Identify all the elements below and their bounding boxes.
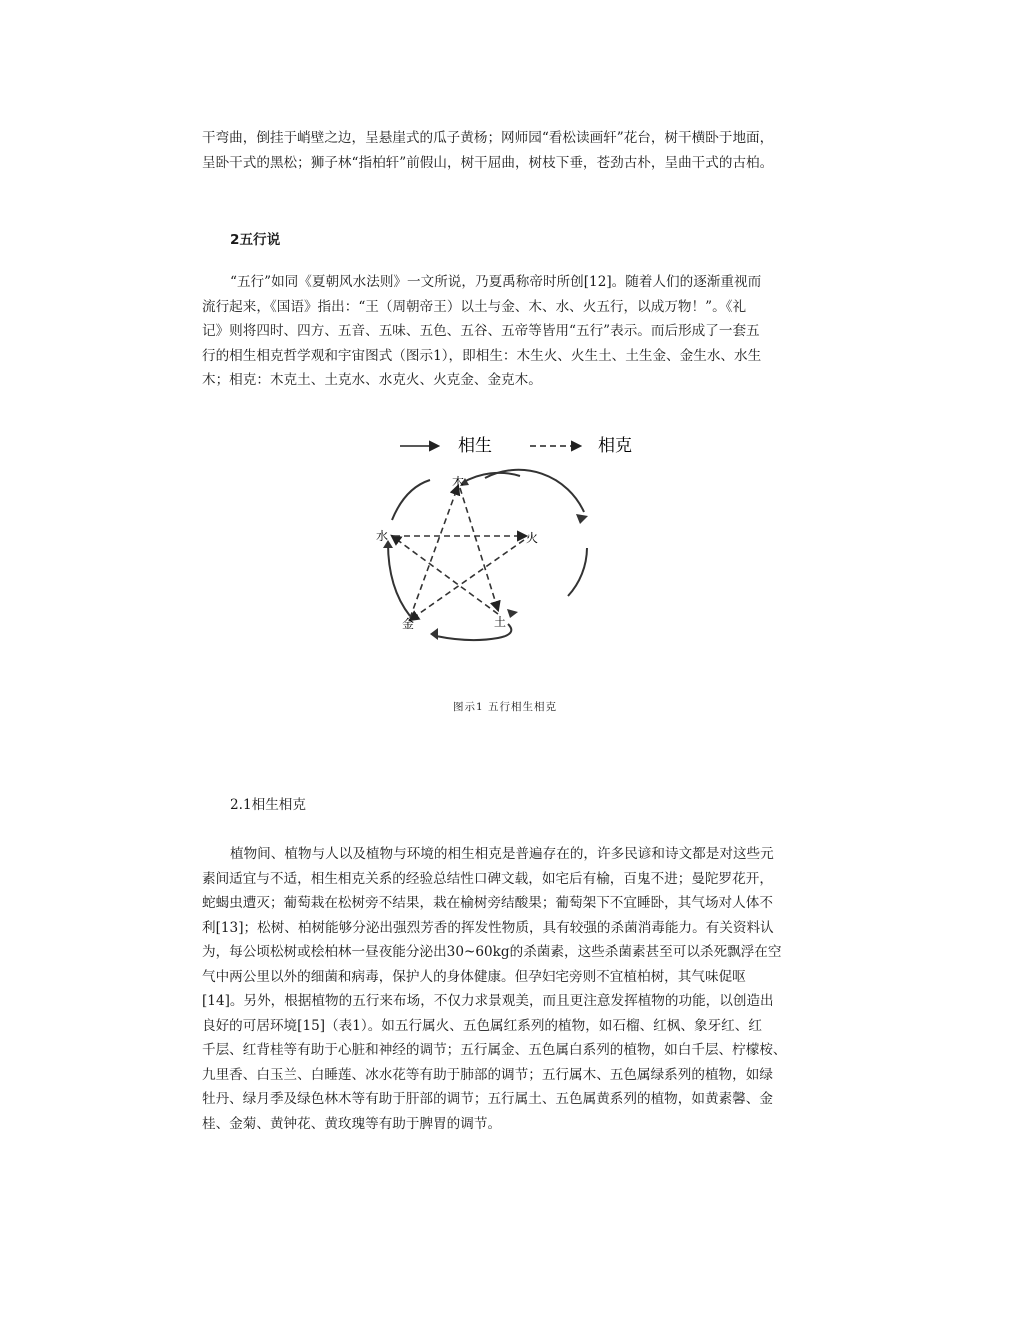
node-fire: 火 <box>526 531 539 545</box>
paragraph-five-elements <box>202 270 812 393</box>
cycle-arrowhead <box>507 609 518 618</box>
text-line: 行的相生相克哲学观和宇宙图式（图示1），即相生：木生火、火生土、土生金、金生水、水生 <box>202 347 762 364</box>
node-earth: 土 <box>494 615 507 629</box>
text-line: 素间适宜与不适，相生相克关系的经验总结性口碑文载，如宅后有榆，百鬼不进；曼陀罗花开， <box>202 870 773 887</box>
figure-caption: 图示1 五行相生相克 <box>452 701 558 713</box>
text-line: 干弯曲，倒挂于峭壁之边，呈悬崖式的瓜子黄杨；网师园“看松读画轩”花台，树干横卧于地面， <box>202 130 774 146</box>
text-line: 记》则将四时、四方、五音、五味、五色、五谷、五帝等皆用“五行”表示。而后形成了一套五 <box>202 323 760 339</box>
text-line: 呈卧干式的黑松；狮子林“指柏轩”前假山，树干屈曲，树枝下垂，苍劲古朴，呈曲干式的古柏。 <box>202 154 774 171</box>
text-line: 植物间、植物与人以及植物与环境的相生相克是普遍存在的，许多民谚和诗文都是对这些元 <box>230 846 774 862</box>
cycle-arc-metal-water <box>388 543 410 616</box>
text-line: 蛇蝎虫遭灭；葡萄栽在松树旁不结果，栽在榆树旁结酸果；葡萄架下不宜睡卧，其气场对人体不 <box>202 895 773 911</box>
cycle-arc-wood-fire <box>485 470 584 512</box>
text-line: 为，每公顷松树或桧柏林一昼夜能分泌出30~60kg的杀菌素，这些杀菌素甚至可以杀死飘浮在空 <box>202 944 782 960</box>
cycle-arc-fire-earth <box>568 548 587 596</box>
text-line: 木；相克：木克土、土克水、水克火、火克金、金克木。 <box>202 372 542 388</box>
section-heading: 2五行说 <box>230 232 281 248</box>
paragraph-continuation <box>202 126 812 175</box>
text-line: 良好的可居环境[15]（表1）。如五行属火、五色属红系列的植物，如石榴、红枫、象牙红、红 <box>202 1017 762 1034</box>
legend-label-ke: 相克 <box>598 436 632 456</box>
text-line: 气中两公里以外的细菌和病毒，保护人的身体健康。但孕妇宅旁则不宜植柏树，其气味促呕 <box>202 968 746 985</box>
node-water: 水 <box>376 529 389 543</box>
text-line: 桂、金菊、黄钟花、黄玫瑰等有助于脾胃的调节。 <box>202 1115 502 1132</box>
text-line: 利[13]；松树、柏树能够分泌出强烈芳香的挥发性物质，具有较强的杀菌消毒能力。有关资料认 <box>202 919 774 936</box>
node-metal: 金 <box>402 617 415 631</box>
node-wood: 木 <box>452 475 465 489</box>
cycle-arrowhead <box>576 514 588 524</box>
text-line: “五行”如同《夏朝风水法则》一文所说，乃夏禹称帝时所创[12]。随着人们的逐渐重视而 <box>230 274 762 290</box>
five-elements-diagram <box>376 428 650 648</box>
paragraph-mutual-generation <box>202 842 812 1136</box>
cycle-arc-water-wood <box>392 480 430 520</box>
text-line: 牡丹、绿月季及绿色林木等有助于肝部的调节；五行属土、五色属黄系列的植物，如黄素馨、金 <box>202 1091 773 1107</box>
legend-label-sheng: 相生 <box>458 436 492 456</box>
text-line: 流行起来，《国语》指出：“王（周朝帝王）以土与金、木、水、火五行，以成万物！”。《礼 <box>202 298 747 315</box>
overcoming-star <box>392 486 526 620</box>
cycle-arrowhead <box>430 628 438 640</box>
subsection-heading: 2.1相生相克 <box>230 797 306 813</box>
text-line: 千层、红背桂等有助于心脏和神经的调节；五行属金、五色属白系列的植物，如白千层、柠檬桉、 <box>202 1042 787 1058</box>
text-line: 九里香、白玉兰、白睡莲、冰水花等有助于肺部的调节；五行属木、五色属绿系列的植物，如绿 <box>202 1066 773 1083</box>
text-line: [14]。另外，根据植物的五行来布场，不仅力求景观美，而且更注意发挥植物的功能，以创造出 <box>202 993 774 1009</box>
